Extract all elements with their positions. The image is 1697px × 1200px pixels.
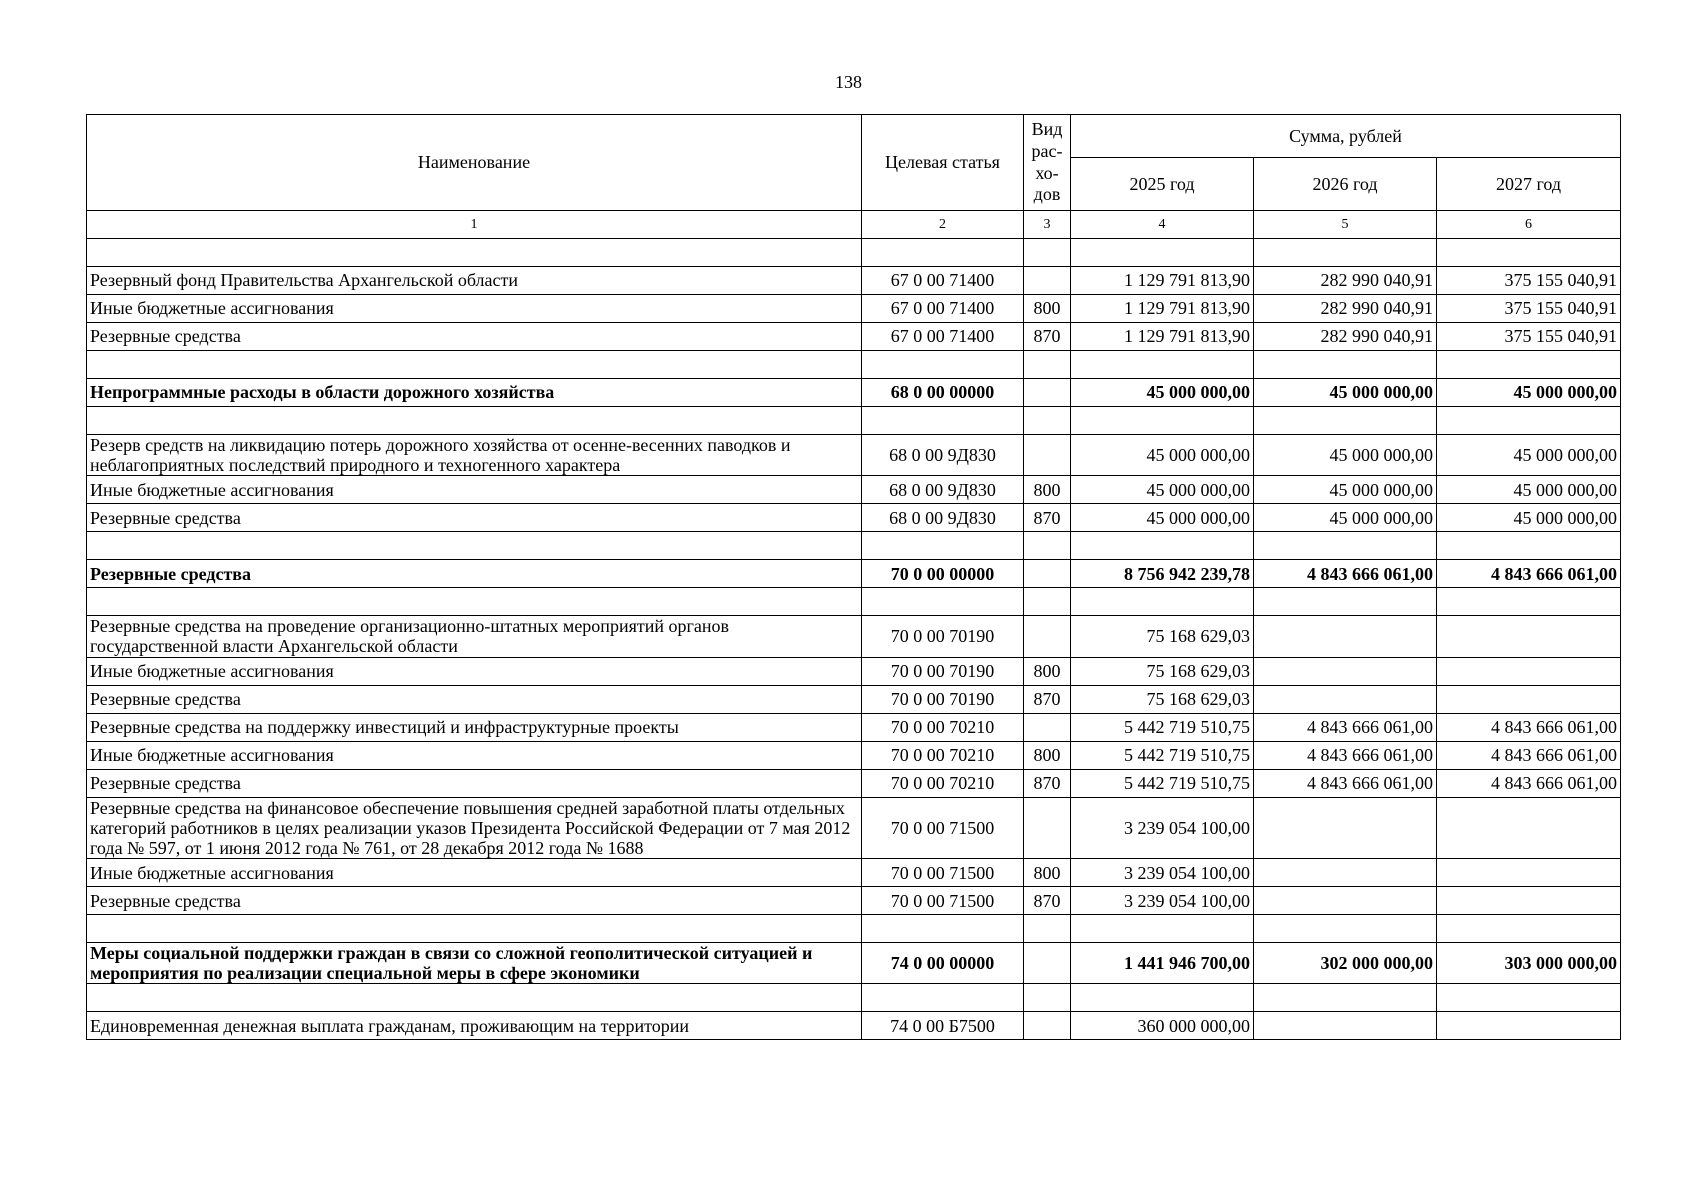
empty-cell: [1071, 915, 1254, 943]
row-name-cell: Резерв средств на ликвидацию потерь дорожного хозяйства от осенне-весенних паводков и неблагоприятных последствий природного и техногенного характера: [87, 435, 862, 476]
row-name-cell: Единовременная денежная выплата гражданам, проживающим на территории: [87, 1012, 862, 1040]
empty-cell: [1254, 984, 1437, 1012]
target-article-cell: 70 0 00 70210: [862, 769, 1024, 797]
amount-2026-cell: 4 843 666 061,00: [1254, 560, 1437, 588]
amount-2027-cell: 303 000 000,00: [1437, 943, 1621, 984]
header-year-2027: 2027 год: [1437, 158, 1621, 211]
row-name-cell: Резервный фонд Правительства Архангельской области: [87, 267, 862, 295]
table-row: [87, 476, 1621, 504]
amount-2025-cell: 3 239 054 100,00: [1071, 859, 1254, 887]
row-name-cell: Резервные средства: [87, 560, 862, 588]
spacer-row: [87, 984, 1621, 1012]
amount-2026-cell: 4 843 666 061,00: [1254, 713, 1437, 741]
amount-2026-cell: [1254, 616, 1437, 657]
row-name-cell: Иные бюджетные ассигнования: [87, 741, 862, 769]
empty-cell: [1437, 239, 1621, 267]
amount-2027-cell: [1437, 657, 1621, 685]
amount-2027-cell: 4 843 666 061,00: [1437, 560, 1621, 588]
amount-2025-cell: 1 441 946 700,00: [1071, 943, 1254, 984]
empty-cell: [1254, 532, 1437, 560]
empty-cell: [862, 407, 1024, 435]
expense-type-cell: 800: [1024, 741, 1071, 769]
target-article-cell: 70 0 00 70210: [862, 741, 1024, 769]
table-row: [87, 1012, 1621, 1040]
header-year-2025: 2025 год: [1071, 158, 1254, 211]
amount-2025-cell: 5 442 719 510,75: [1071, 741, 1254, 769]
table-row: [87, 797, 1621, 858]
target-article-cell: 70 0 00 70210: [862, 713, 1024, 741]
amount-2027-cell: 4 843 666 061,00: [1437, 713, 1621, 741]
target-article-cell: 67 0 00 71400: [862, 295, 1024, 323]
empty-cell: [862, 532, 1024, 560]
empty-cell: [1024, 239, 1071, 267]
amount-2025-cell: 75 168 629,03: [1071, 616, 1254, 657]
empty-cell: [1071, 984, 1254, 1012]
empty-cell: [1437, 351, 1621, 379]
column-number: 5: [1254, 211, 1437, 239]
expense-type-cell: [1024, 1012, 1071, 1040]
table-row: [87, 616, 1621, 657]
table-row: [87, 859, 1621, 887]
empty-cell: [87, 984, 862, 1012]
empty-cell: [1024, 984, 1071, 1012]
amount-2027-cell: 45 000 000,00: [1437, 476, 1621, 504]
amount-2027-cell: 45 000 000,00: [1437, 504, 1621, 532]
amount-2025-cell: 45 000 000,00: [1071, 435, 1254, 476]
amount-2025-cell: 1 129 791 813,90: [1071, 323, 1254, 351]
row-name-cell: Резервные средства: [87, 504, 862, 532]
amount-2025-cell: 3 239 054 100,00: [1071, 887, 1254, 915]
table-row: [87, 657, 1621, 685]
row-name-cell: Резервные средства: [87, 887, 862, 915]
section-total-row: [87, 560, 1621, 588]
empty-cell: [862, 984, 1024, 1012]
empty-cell: [1254, 915, 1437, 943]
spacer-row: [87, 239, 1621, 267]
header-vid-line-1: Вид: [1031, 119, 1063, 140]
target-article-cell: 74 0 00 00000: [862, 943, 1024, 984]
header-year-2026: 2026 год: [1254, 158, 1437, 211]
amount-2026-cell: 4 843 666 061,00: [1254, 741, 1437, 769]
empty-cell: [1024, 351, 1071, 379]
row-name-cell: Резервные средства на финансовое обеспечение повышения средней заработной платы отдельных категорий работников в целях реализации указов Президента Российской Федерации от 7 мая 2012 года № 597, от 1 июня 2012 года № 761, от 28 декабря 2012 года № 1688: [87, 797, 862, 858]
amount-2025-cell: 1 129 791 813,90: [1071, 267, 1254, 295]
expense-type-cell: 870: [1024, 504, 1071, 532]
amount-2026-cell: 282 990 040,91: [1254, 323, 1437, 351]
target-article-cell: 70 0 00 70190: [862, 685, 1024, 713]
target-article-cell: 68 0 00 9Д830: [862, 504, 1024, 532]
amount-2026-cell: [1254, 657, 1437, 685]
empty-cell: [1254, 239, 1437, 267]
amount-2027-cell: 45 000 000,00: [1437, 435, 1621, 476]
target-article-cell: 67 0 00 71400: [862, 323, 1024, 351]
page-number: 138: [835, 72, 862, 92]
table-row: [87, 435, 1621, 476]
amount-2026-cell: 4 843 666 061,00: [1254, 769, 1437, 797]
section-total-row: [87, 943, 1621, 984]
amount-2026-cell: [1254, 859, 1437, 887]
amount-2025-cell: 45 000 000,00: [1071, 379, 1254, 407]
row-name-cell: Иные бюджетные ассигнования: [87, 859, 862, 887]
expense-type-cell: 870: [1024, 887, 1071, 915]
amount-2026-cell: [1254, 685, 1437, 713]
expense-type-cell: 870: [1024, 685, 1071, 713]
empty-cell: [87, 351, 862, 379]
target-article-cell: 70 0 00 70190: [862, 616, 1024, 657]
table-row: [87, 887, 1621, 915]
row-name-cell: Резервные средства на проведение организационно-штатных мероприятий органов государственной власти Архангельской области: [87, 616, 862, 657]
amount-2026-cell: 282 990 040,91: [1254, 267, 1437, 295]
amount-2027-cell: [1437, 887, 1621, 915]
spacer-row: [87, 351, 1621, 379]
empty-cell: [87, 239, 862, 267]
header-expense-type: [1024, 115, 1071, 211]
empty-cell: [1024, 532, 1071, 560]
amount-2027-cell: [1437, 859, 1621, 887]
empty-cell: [1437, 532, 1621, 560]
budget-table: [86, 114, 1621, 1040]
amount-2025-cell: 5 442 719 510,75: [1071, 769, 1254, 797]
amount-2027-cell: [1437, 685, 1621, 713]
row-name-cell: Иные бюджетные ассигнования: [87, 657, 862, 685]
amount-2026-cell: [1254, 1012, 1437, 1040]
empty-cell: [87, 588, 862, 616]
row-name-cell: Меры социальной поддержки граждан в связи со сложной геополитической ситуацией и мероприятия по реализации специальной меры в сфере экономики: [87, 943, 862, 984]
expense-type-cell: 800: [1024, 657, 1071, 685]
target-article-cell: 74 0 00 Б7500: [862, 1012, 1024, 1040]
amount-2027-cell: 4 843 666 061,00: [1437, 741, 1621, 769]
amount-2025-cell: 45 000 000,00: [1071, 476, 1254, 504]
expense-type-cell: [1024, 797, 1071, 858]
empty-cell: [1254, 407, 1437, 435]
section-total-row: [87, 379, 1621, 407]
amount-2025-cell: 3 239 054 100,00: [1071, 797, 1254, 858]
row-name-cell: Иные бюджетные ассигнования: [87, 476, 862, 504]
header-vid-line-2: рас-: [1031, 140, 1063, 161]
empty-cell: [1071, 588, 1254, 616]
target-article-cell: 70 0 00 00000: [862, 560, 1024, 588]
row-name-cell: Непрограммные расходы в области дорожного хозяйства: [87, 379, 862, 407]
amount-2026-cell: 45 000 000,00: [1254, 504, 1437, 532]
column-number: 4: [1071, 211, 1254, 239]
empty-cell: [862, 915, 1024, 943]
table-row: [87, 504, 1621, 532]
spacer-row: [87, 407, 1621, 435]
amount-2025-cell: 45 000 000,00: [1071, 504, 1254, 532]
amount-2025-cell: 75 168 629,03: [1071, 685, 1254, 713]
expense-type-cell: 870: [1024, 769, 1071, 797]
expense-type-cell: [1024, 616, 1071, 657]
budget-table-body: [87, 239, 1621, 1040]
target-article-cell: 70 0 00 70190: [862, 657, 1024, 685]
expense-type-cell: [1024, 379, 1071, 407]
table-row: [87, 267, 1621, 295]
empty-cell: [1024, 588, 1071, 616]
amount-2027-cell: [1437, 616, 1621, 657]
amount-2027-cell: 375 155 040,91: [1437, 267, 1621, 295]
expense-type-cell: [1024, 435, 1071, 476]
amount-2026-cell: 45 000 000,00: [1254, 476, 1437, 504]
target-article-cell: 70 0 00 71500: [862, 797, 1024, 858]
row-name-cell: Резервные средства: [87, 323, 862, 351]
empty-cell: [1071, 239, 1254, 267]
target-article-cell: 68 0 00 00000: [862, 379, 1024, 407]
row-name-cell: Резервные средства на поддержку инвестиций и инфраструктурные проекты: [87, 713, 862, 741]
empty-cell: [1437, 984, 1621, 1012]
empty-cell: [1254, 588, 1437, 616]
expense-type-cell: [1024, 943, 1071, 984]
amount-2027-cell: 375 155 040,91: [1437, 323, 1621, 351]
expense-type-cell: [1024, 560, 1071, 588]
target-article-cell: 70 0 00 71500: [862, 887, 1024, 915]
empty-cell: [1024, 407, 1071, 435]
header-vid-line-3: хо-: [1035, 162, 1059, 183]
column-number: 2: [862, 211, 1024, 239]
amount-2026-cell: 302 000 000,00: [1254, 943, 1437, 984]
expense-type-cell: [1024, 713, 1071, 741]
amount-2025-cell: 1 129 791 813,90: [1071, 295, 1254, 323]
spacer-row: [87, 915, 1621, 943]
header-target-article: Целевая статья: [862, 115, 1024, 211]
column-number: 1: [87, 211, 862, 239]
table-row: [87, 295, 1621, 323]
amount-2026-cell: 282 990 040,91: [1254, 295, 1437, 323]
empty-cell: [1071, 532, 1254, 560]
empty-cell: [862, 239, 1024, 267]
column-number: 3: [1024, 211, 1071, 239]
table-row: [87, 741, 1621, 769]
amount-2025-cell: 360 000 000,00: [1071, 1012, 1254, 1040]
row-name-cell: Резервные средства: [87, 769, 862, 797]
amount-2027-cell: [1437, 1012, 1621, 1040]
target-article-cell: 70 0 00 71500: [862, 859, 1024, 887]
amount-2026-cell: [1254, 797, 1437, 858]
target-article-cell: 68 0 00 9Д830: [862, 435, 1024, 476]
row-name-cell: Резервные средства: [87, 685, 862, 713]
table-row: [87, 713, 1621, 741]
amount-2025-cell: 75 168 629,03: [1071, 657, 1254, 685]
empty-cell: [1437, 588, 1621, 616]
empty-cell: [1071, 351, 1254, 379]
amount-2027-cell: 45 000 000,00: [1437, 379, 1621, 407]
table-row: [87, 769, 1621, 797]
spacer-row: [87, 588, 1621, 616]
empty-cell: [862, 351, 1024, 379]
header-vid-line-4: дов: [1033, 184, 1061, 205]
column-number: 6: [1437, 211, 1621, 239]
empty-cell: [1071, 407, 1254, 435]
empty-cell: [1437, 915, 1621, 943]
expense-type-cell: 800: [1024, 859, 1071, 887]
amount-2026-cell: [1254, 887, 1437, 915]
expense-type-cell: 800: [1024, 295, 1071, 323]
empty-cell: [87, 407, 862, 435]
amount-2027-cell: 4 843 666 061,00: [1437, 769, 1621, 797]
header-sum: Сумма, рублей: [1071, 115, 1621, 158]
expense-type-cell: [1024, 267, 1071, 295]
spacer-row: [87, 532, 1621, 560]
table-row: [87, 323, 1621, 351]
expense-type-cell: 870: [1024, 323, 1071, 351]
header-name: Наименование: [87, 115, 862, 211]
empty-cell: [862, 588, 1024, 616]
amount-2025-cell: 5 442 719 510,75: [1071, 713, 1254, 741]
empty-cell: [1024, 915, 1071, 943]
empty-cell: [87, 915, 862, 943]
amount-2027-cell: [1437, 797, 1621, 858]
target-article-cell: 67 0 00 71400: [862, 267, 1024, 295]
row-name-cell: Иные бюджетные ассигнования: [87, 295, 862, 323]
amount-2026-cell: 45 000 000,00: [1254, 379, 1437, 407]
empty-cell: [1437, 407, 1621, 435]
amount-2027-cell: 375 155 040,91: [1437, 295, 1621, 323]
amount-2025-cell: 8 756 942 239,78: [1071, 560, 1254, 588]
column-number-row: [87, 211, 1621, 239]
expense-type-cell: 800: [1024, 476, 1071, 504]
amount-2026-cell: 45 000 000,00: [1254, 435, 1437, 476]
empty-cell: [87, 532, 862, 560]
table-row: [87, 685, 1621, 713]
empty-cell: [1254, 351, 1437, 379]
target-article-cell: 68 0 00 9Д830: [862, 476, 1024, 504]
